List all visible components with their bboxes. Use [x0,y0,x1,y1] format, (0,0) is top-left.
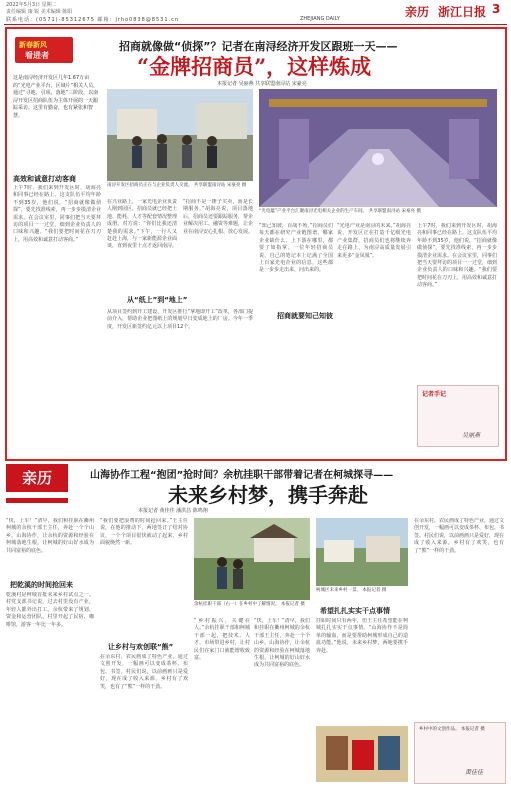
article1-kicker: 招商就像做“侦探”？记者在南浔经济开发区跟班一天—— [119,40,398,53]
article2-col-e: “乡村振兴，关键在人。”余杭挂职干部和柯城干部一起，把技术、人才、市场带进乡村，让村民们在家门口就能增收致富。 [194,618,250,662]
column-tag-line2: 看进者 [25,51,49,60]
article2-col-c: “我们要把浪费的时间抢回来。”王主任说，在他的推动下，两地签订了结对协议，一个个项目很快就动了起来，乡村面貌焕然一新。 [100,518,188,547]
section-sub: ZHEJIANG DAILY [300,16,340,22]
contact-line: 联系电话：(0571)-85312675 邮箱：jrho0838@8531.cn [6,17,180,23]
article2-col-a: “快，上车！”清早，我们和挂职在衢州柯城的余杭干部王主任，奔赴一个个山乡。山海协作，让余杭的资源和经验在柯城落地生根，让柯城的好山好水成为共同富裕的底色。 [6,518,94,554]
photo-cultural-products [316,726,408,782]
article1-subhead-b: 从“纸上”到“地上” [127,296,188,304]
photo-cadre-village-art [194,518,310,600]
column-tag-line1: 新春新风 [19,41,47,49]
article2-subhead-a: 把乾溪的时间抢回来 [10,581,73,589]
article-investment-section [5,27,507,461]
photo-investment-meeting-art [107,89,253,181]
section2-signature: 黄佳佳 [465,769,484,776]
article1-headline: “金牌招商员”，这样炼成 [137,54,372,79]
article1-col-e-lead: “知己知彼，百战不殆。”招商员们每天都在研究产业链图谱，哪家企业缺什么，上下游在哪里，都要了如指掌。一位年轻招商员说，自己的笔记本上记满了全国上百家光电企业的信息，这些都是一步步走出来、问出来的。 [259,223,333,274]
photo3-caption: 余杭挂职干部（右一）在乡村中了解情况。 本报记者 摄 [194,602,305,607]
photo-investment-meeting [107,89,253,181]
photo-cadre-village [194,518,310,600]
photo-future-village-art [316,518,408,586]
editor-line: 责任编辑 康 锐 美术编辑 陈阳 [6,9,73,15]
photo5-caption: 乡村中的文创作品。 本报记者 摄 [419,727,485,732]
page-header [0,0,511,26]
article1-col-a: 上午7时，我们来到开发区时，胡海亮和同事已经在路上。这支队伍平均年龄不到35岁，他们说，“招商就像做侦探”，要先找准线索，再一步步摸清企业需求。在会议室里，同事们把当天要拜访的项目一一过堂，细到企业负责人的口味和兴趣。“我们要把时间花在刀刃上，用高效和诚意打动客商。” [13,185,101,243]
article1-col-f: “光电产业是南浔的未来。”胡海亮说，开发区正在打造千亿级光电产业集群，招商员们也将继续奔走在路上，为南浔高质量发展引来更多“金凤凰”。 [337,223,411,259]
article1-col-d: 从项目签约到开工建设，开发区推行“拿地即开工”改革，各部门提前介入，帮助企业把图纸上的规划早日变成地上的厂房。今年一季度，开发区新签约亿元以上项目12个。 [107,309,253,330]
photo-future-village [316,518,408,586]
reporter-signature: 吴丽燕 [462,432,481,439]
article1-subhead-c: 招商就要知己知彼 [277,312,333,320]
article1-col-g: 上午7时，我们来到开发区时，胡海亮和同事已经在路上。这支队伍平均年龄不到35岁，他们说，“招商就像做侦探”，要先找准线索，再一步步摸清企业需求。在会议室里，同事们把当天要拜访的项目一一过堂，细到企业负责人的口味和兴趣。“我们要把时间花在刀刃上，用高效和诚意打动客商。” [417,223,497,289]
photo4-caption: 柯城区未来乡村一景。 本报记者 摄 [316,588,387,593]
section2-logo: 亲历 [6,464,68,492]
photo1-caption: 南浔开发区招商员正在与企业负责人交流。 共享联盟南浔站 宋豪亮 摄 [107,183,247,188]
article2-subhead-b: 让乡村与欢创联“熊” [108,643,174,651]
article2-col-e2: “快，上车！”清早，我们和挂职在衢州柯城的余杭干部王主任，奔赴一个个山乡。山海协作，让余杭的资源和经验在柯城落地生根，让柯城的好山好水成为共同富裕的底色。 [254,618,310,669]
section2-note-box [414,722,506,784]
reporter-note-box [417,385,499,447]
article2-kicker: 山海协作工程“抱团”抢时间？余杭挂职干部带着记者在柯城探寻—— [90,470,394,481]
article2-byline: 本报记者 黄佳佳 潘洪昌 陈鸣翔 [138,508,208,514]
column-tag [15,37,73,63]
page-number: 3 [492,2,501,16]
photo-cultural-products-art [316,726,408,782]
date-line: 2022年5月3日 星期二 [6,2,57,8]
photo-factory-line-art [259,89,497,207]
paper-name: 浙江日报 [438,5,487,19]
article2-col-d: 在余东村，农民画成了特色产业，通过文创开发，一幅画可以变成茶杯、布包、书签。村民们说，以前画画只是爱好，现在成了收入来源，乡村有了欢笑，也有了“熊”一样的干劲。 [100,654,188,690]
photo-factory-line [259,89,497,207]
reporter-note-title: 记者手记 [422,391,447,398]
article-mountain-sea-section [0,462,511,789]
article2-col-b: 乾溪村是柯城首批未来乡村试点之一。村党支部书记说，过去村里没有产业，年轻人都外出打工。余杭带来了规划、资金和运营团队，村里开起了民宿、咖啡馆，游客一年比一年多。 [6,592,94,628]
article1-byline: 本报记者 吴丽燕 共享联盟南浔站 宋豪亮 [217,81,307,87]
article1-col-c: “招商不是一锤子买卖，而是长期服务。”胡海亮说，项目落地后，招商员还要跟踪服务，帮企业解决用工、融资等难题，让企业在南浔安心扎根、放心发展。 [183,199,253,235]
brand-label: 亲历 [405,5,430,19]
article2-headline: 未来乡村梦，携手奔赴 [168,483,368,507]
article1-dek: 这是南浔经济开发区几年1.67万亩的“光电产业平台、区域片”相关人员，通过“寻地、引项、落地”三阶段，以南浔开发区招商队伍为主体开展的一天跟踪采访。这里有勤奋，也有紧张和智慧。 [13,75,99,119]
article1-subhead-a: 高效和诚意打动客商 [13,175,76,183]
header-rule [4,24,507,25]
article2-col-f: 挂职时间只有两年，但王主任希望能在柯城扎扎实实干点事情。“山海协作不是简单的输血，而是要帮助柯城形成自己的造血功能。”他说，未来乡村梦，两地要携手奔赴。 [316,618,408,654]
section2-accent-bar [6,498,68,503]
article1-col-b: 在兴业路上，一家光电企业负责人刚到园区，招商员就已经把土地、能耗、人才等配套情况整理成册。对方说：“你们比我还清楚我的需求。”下午，一行人又赶赴上海，与一家新能源企业面谈，直到夜里十点才返回南浔。 [107,199,177,250]
article2-col-g: 在余东村，农民画成了特色产业，通过文创开发，一幅画可以变成茶杯、布包、书签。村民们说，以前画画只是爱好，现在成了收入来源，乡村有了欢笑，也有了“熊”一样的干劲。 [414,518,504,554]
header-meta [6,2,72,16]
photo2-caption: “光电蕴”产业平台汇聚南浔光电相关企业的生产车间。 共享联盟南浔站 宋豪亮 摄 [259,209,421,214]
article2-subhead-c: 希望扎扎实实干点事情 [320,607,390,615]
